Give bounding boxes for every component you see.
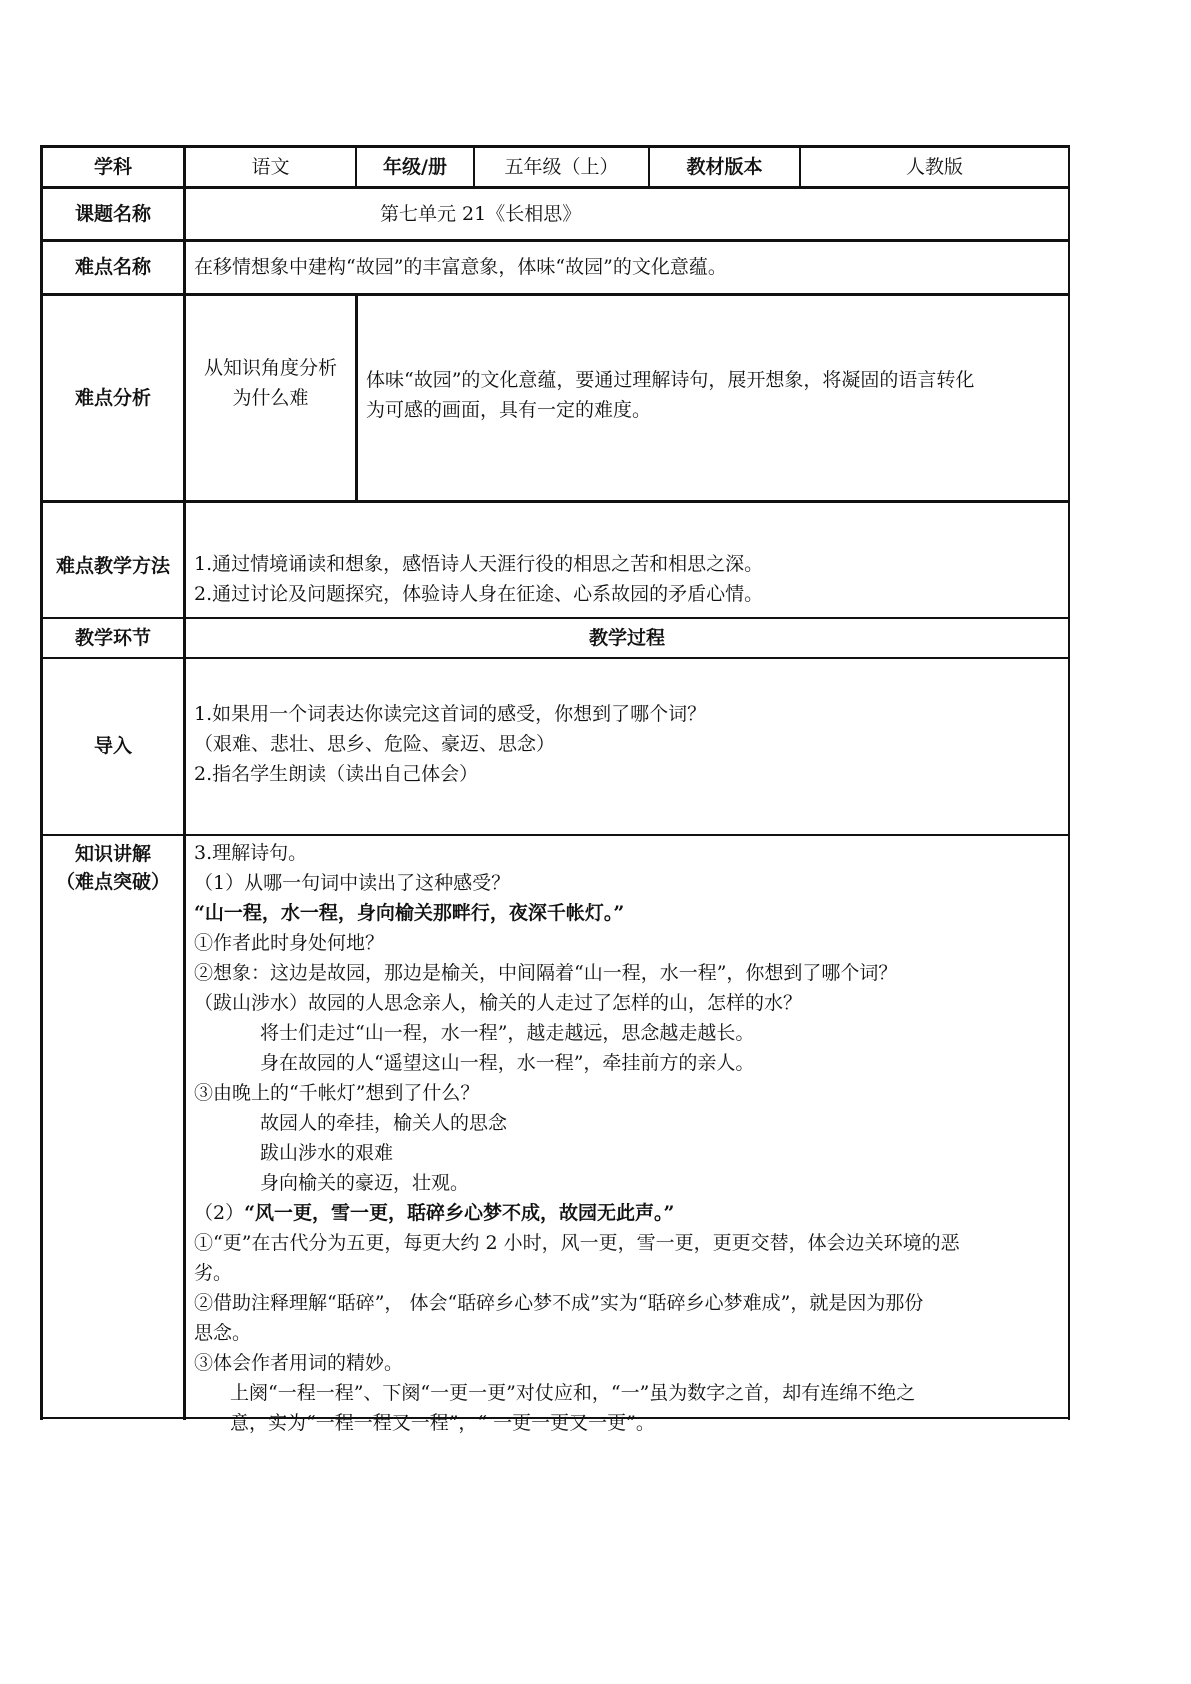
knowledge-line: ③由晚上的“千帐灯”想到了什么？ bbox=[194, 1082, 480, 1104]
intro-line: 1.如果用一个词表达你读完这首词的感受，你想到了哪个词？ bbox=[194, 702, 707, 725]
knowledge-line: ②借助注释理解“聒碎”， 体会“聒碎乡心梦不成”实为“聒碎乡心梦难成”，就是因为那份 bbox=[194, 1292, 924, 1314]
knowledge-line: 劣。 bbox=[194, 1262, 233, 1284]
knowledge-quote-1: “山一程，水一程，身向榆关那畔行，夜深千帐灯。” bbox=[194, 902, 625, 924]
edition-label: 教材版本 bbox=[686, 155, 763, 178]
knowledge-line: （跋山涉水）故园的人思念亲人，榆关的人走过了怎样的山，怎样的水？ bbox=[194, 992, 803, 1014]
analysis-sub-label-line2: 为什么难 bbox=[232, 387, 309, 409]
difficulty-value: 在移情想象中建构“故园”的丰富意象，体味“故园”的文化意蕴。 bbox=[194, 256, 727, 279]
methods-line: 1.通过情境诵读和想象，感悟诗人天涯行役的相思之苦和相思之深。 bbox=[194, 553, 764, 575]
intro-label: 导入 bbox=[93, 735, 132, 758]
analysis-sub-label bbox=[186, 296, 355, 500]
knowledge-line: 上阕“一程一程”、下阕“一更一更”对仗应和，“一”虽为数字之首，却有连绵不绝之 bbox=[230, 1382, 916, 1404]
topic-value: 第七单元 21《长相思》 bbox=[380, 202, 582, 225]
analysis-label: 难点分析 bbox=[74, 386, 151, 409]
knowledge-line bbox=[194, 1198, 1064, 1228]
intro-line: 2.指名学生朗读（读出自己体会） bbox=[194, 762, 479, 785]
grade-label: 年级/册 bbox=[383, 155, 447, 178]
knowledge-line: 身向榆关的豪迈，壮观。 bbox=[260, 1172, 470, 1194]
analysis-value-line2: 为可感的画面，具有一定的难度。 bbox=[366, 399, 652, 421]
edition-value: 人教版 bbox=[905, 155, 963, 178]
analysis-sub-label-line1: 从知识角度分析 bbox=[203, 357, 337, 379]
knowledge-line: ③体会作者用词的精妙。 bbox=[194, 1352, 404, 1374]
subject-value: 语文 bbox=[251, 155, 290, 178]
knowledge-line: 身在故园的人“遥望这山一程，水一程”，牵挂前方的亲人。 bbox=[260, 1052, 755, 1074]
knowledge-line: （1）从哪一句词中读出了这种感受？ bbox=[194, 872, 511, 894]
knowledge-line: ①作者此时身处何地？ bbox=[194, 932, 385, 954]
knowledge-item-2-number: （2） bbox=[194, 1202, 245, 1224]
intro-line: （艰难、悲壮、思乡、危险、豪迈、思念） bbox=[194, 732, 556, 755]
difficulty-label: 难点名称 bbox=[74, 256, 151, 279]
analysis-divider bbox=[355, 295, 358, 501]
knowledge-content bbox=[194, 838, 1064, 1438]
knowledge-line: ②想象：这边是故园，那边是榆关，中间隔着“山一程，水一程”，你想到了哪个词？ bbox=[194, 962, 898, 984]
knowledge-line: 意，实为“一程一程又一程”，“ 一更一更又一更”。 bbox=[230, 1412, 655, 1434]
knowledge-quote-2: “风一更，雪一更，聒碎乡心梦不成，故园无此声。” bbox=[244, 1202, 675, 1224]
knowledge-line: ①“更”在古代分为五更，每更大约 2 小时，风一更，雪一更，更更交替，体会边关环境的恶 bbox=[194, 1232, 960, 1254]
analysis-value-line1: 体味“故园”的文化意蕴，要通过理解诗句，展开想象，将凝固的语言转化 bbox=[366, 369, 975, 391]
knowledge-label-line2: （难点突破） bbox=[55, 871, 170, 893]
methods-content bbox=[194, 503, 1060, 617]
knowledge-line: 跋山涉水的艰难 bbox=[260, 1142, 394, 1164]
table-border-right bbox=[1068, 145, 1070, 1420]
knowledge-line: 3.理解诗句。 bbox=[194, 842, 308, 864]
knowledge-label bbox=[43, 838, 183, 898]
knowledge-line: 故园人的牵挂，榆关人的思念 bbox=[260, 1112, 508, 1134]
intro-content bbox=[194, 659, 1060, 834]
knowledge-line: 思念。 bbox=[194, 1322, 252, 1344]
knowledge-label-line1: 知识讲解 bbox=[74, 843, 151, 865]
methods-line: 2.通过讨论及问题探究，体验诗人身在征途、心系故园的矛盾心情。 bbox=[194, 583, 764, 605]
knowledge-line: 将士们走过“山一程，水一程”，越走越远，思念越走越长。 bbox=[260, 1022, 755, 1044]
stage-header: 教学环节 bbox=[74, 626, 151, 649]
grade-value: 五年级（上） bbox=[504, 155, 619, 178]
methods-label: 难点教学方法 bbox=[55, 554, 170, 577]
topic-label: 课题名称 bbox=[74, 202, 151, 225]
analysis-value bbox=[366, 296, 1066, 500]
subject-label: 学科 bbox=[93, 155, 132, 178]
process-header: 教学过程 bbox=[588, 626, 665, 649]
row-line-7 bbox=[40, 834, 1070, 836]
